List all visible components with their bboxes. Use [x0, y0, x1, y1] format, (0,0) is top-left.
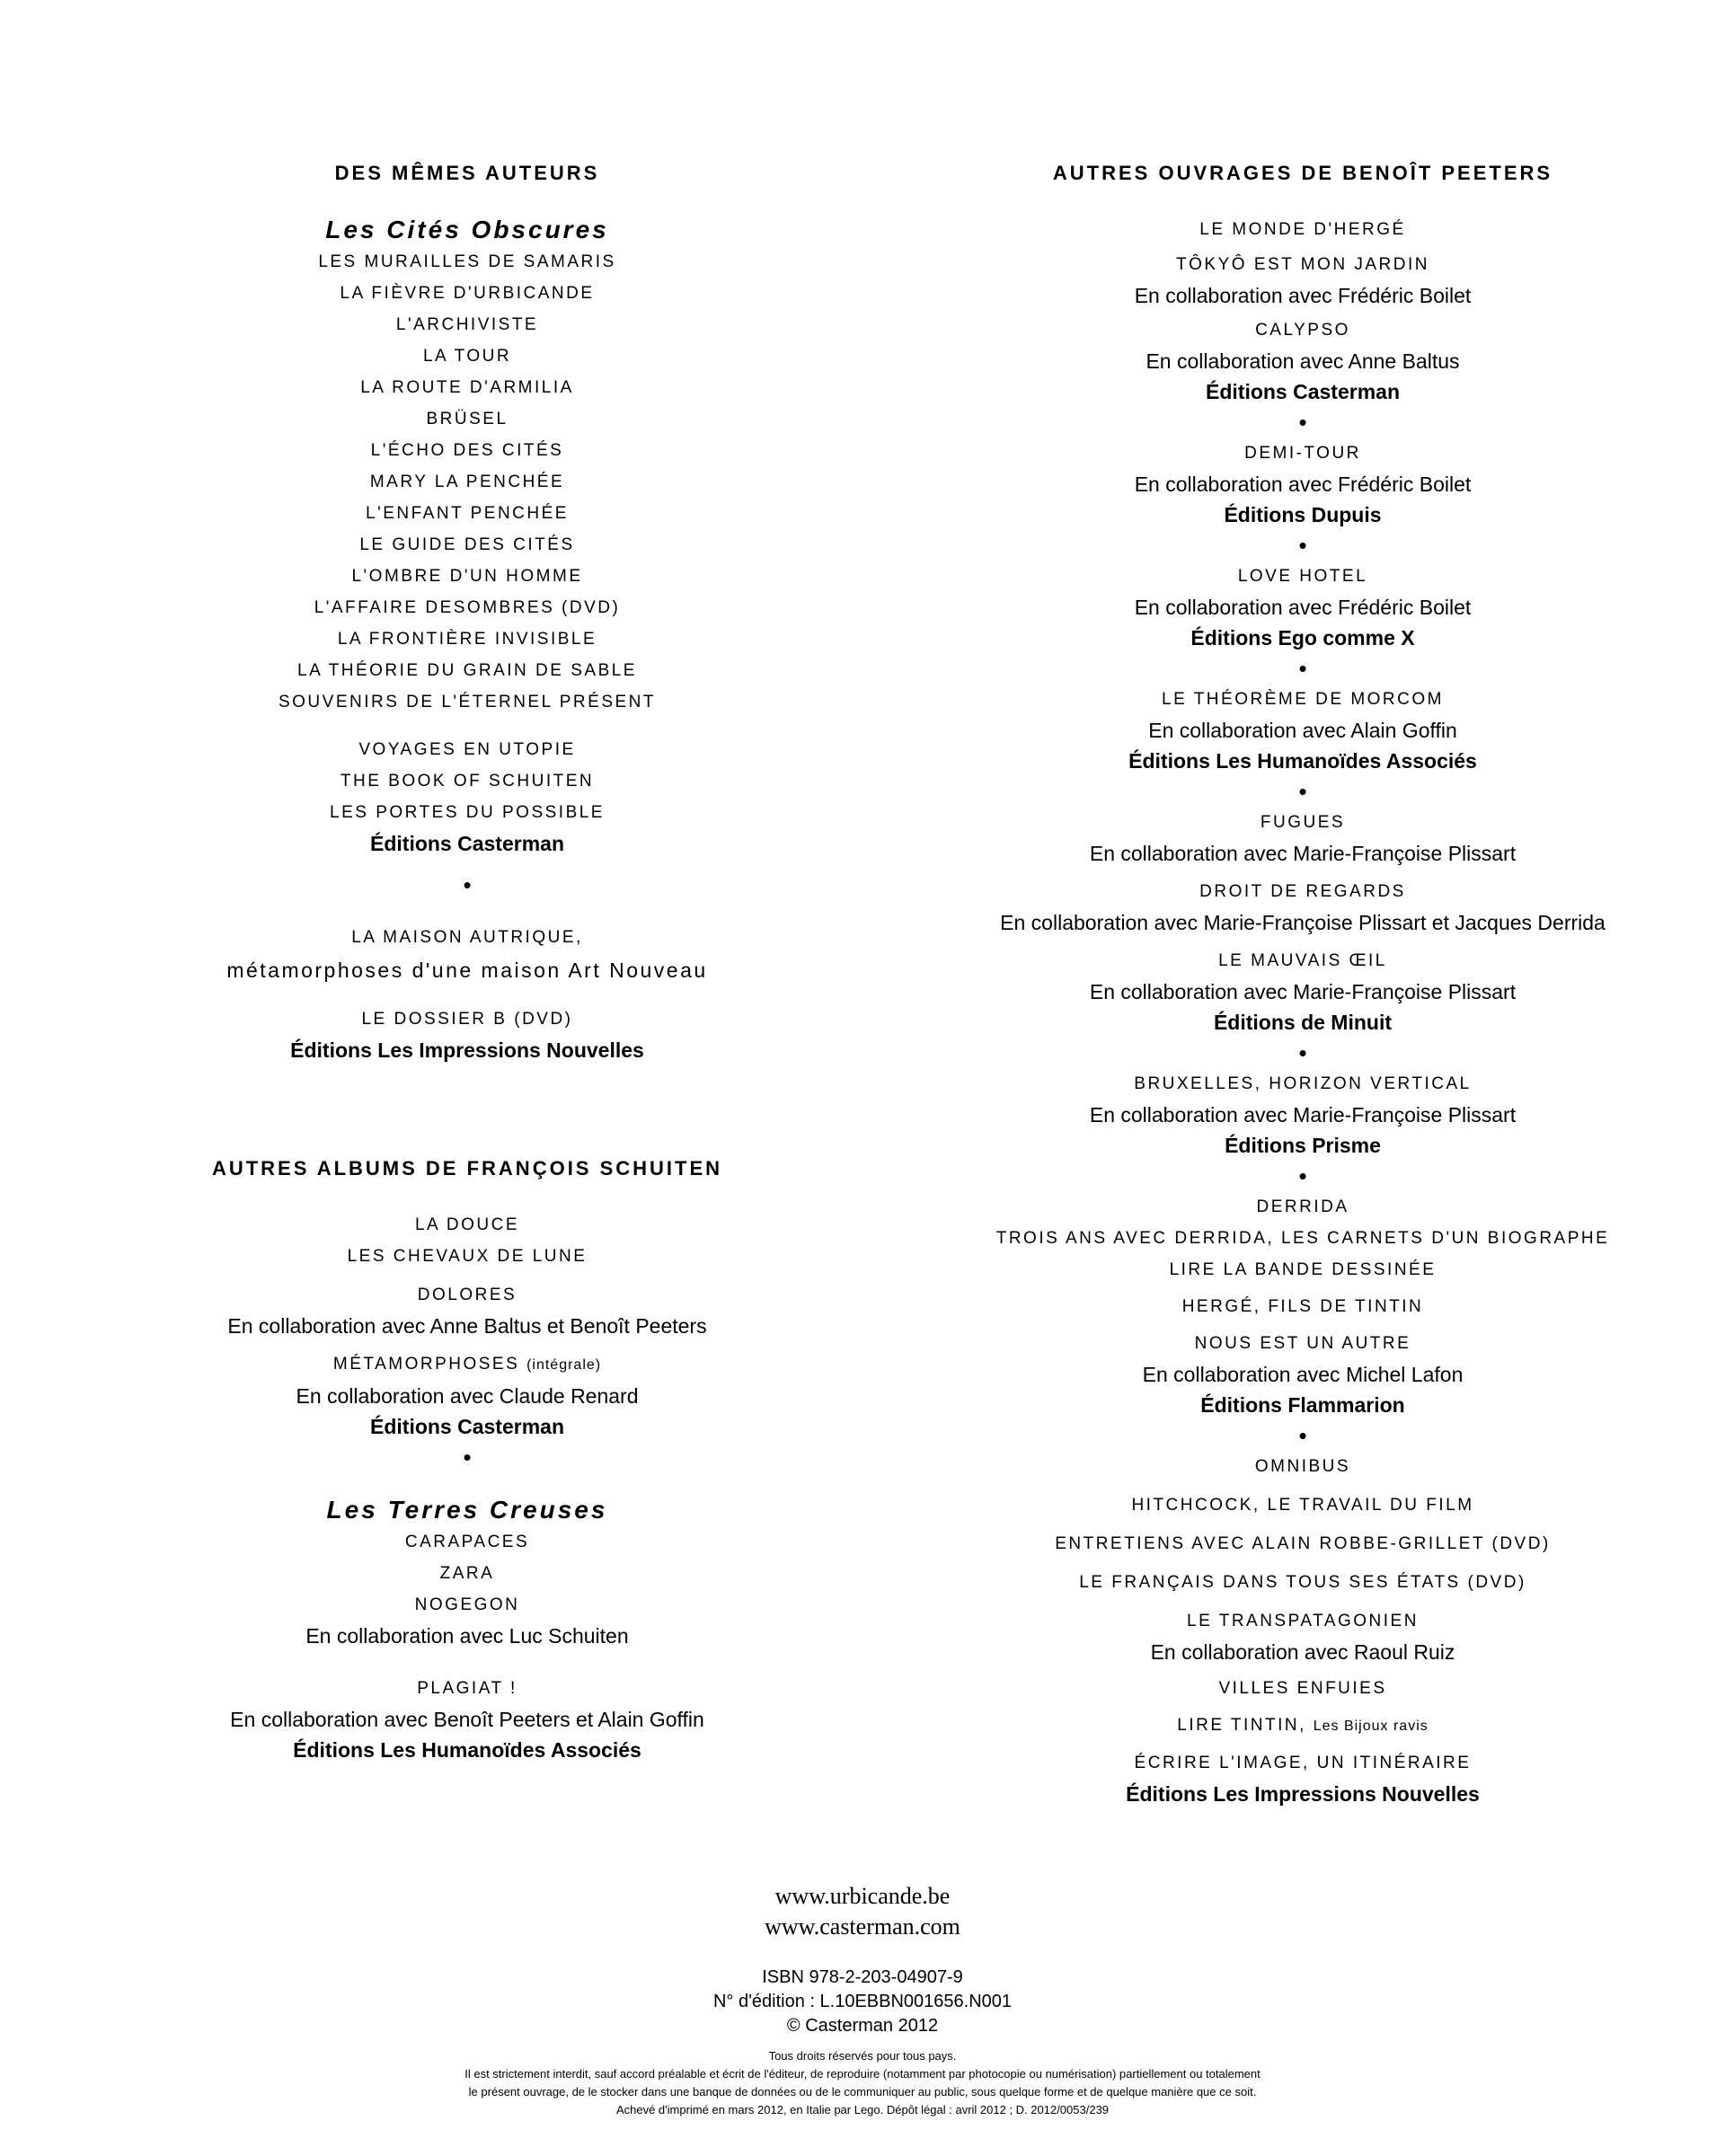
list-item: LES MURAILLES DE SAMARIS	[318, 252, 616, 271]
url-urbicande: www.urbicande.be	[774, 1883, 951, 1909]
cites-list-2	[180, 734, 755, 828]
list-item: VOYAGES EN UTOPIE	[358, 740, 576, 759]
list-item: LES PORTES DU POSSIBLE	[330, 803, 605, 822]
list-item: LE GUIDE DES CITÉS	[359, 535, 575, 554]
title-derrida: DERRIDA	[1256, 1197, 1349, 1216]
list-item: L'OMBRE D'UN HOMME	[351, 567, 583, 586]
collab-boilet-2: En collaboration avec Frédéric Boilet	[1134, 473, 1472, 496]
list-item: THE BOOK OF SCHUITEN	[340, 772, 595, 791]
series-title-terres-creuses: Les Terres Creuses	[326, 1496, 608, 1524]
title-dossier-b: LE DOSSIER B (DVD)	[361, 1010, 573, 1029]
collab-plissart-derrida: En collaboration avec Marie-Françoise Plissart et Jacques Derrida	[1000, 911, 1606, 934]
separator-dot: •	[1298, 1162, 1307, 1189]
legal-line: Il est strictement interdit, sauf accord préalable et écrit de l'éditeur, de reproduire (notamment par photocopie ou numérisation) partiellement ou totalement	[464, 2067, 1261, 2081]
collab-plissart: En collaboration avec Marie-Françoise Plissart	[1089, 842, 1517, 865]
colophon	[0, 1881, 1725, 2119]
list-item: LA ROUTE D'ARMILIA	[360, 378, 574, 397]
publisher-casterman-2: Éditions Casterman	[370, 1415, 564, 1438]
cites-list	[180, 246, 755, 718]
list-item: SOUVENIRS DE L'ÉTERNEL PRÉSENT	[278, 693, 656, 711]
separator-dot: •	[1298, 532, 1307, 559]
separator-dot: •	[1298, 409, 1307, 436]
subtitle-maison: métamorphoses d'une maison Art Nouveau	[226, 959, 708, 982]
title-omnibus: OMNIBUS	[1254, 1457, 1351, 1476]
left-column	[180, 160, 755, 1765]
right-column	[952, 160, 1653, 1809]
integrale-note: (intégrale)	[526, 1357, 602, 1373]
collab-baltus: En collaboration avec Anne Baltus	[1146, 349, 1460, 373]
title-lire-tintin: LIRE TINTIN, Les Bijoux ravis	[1177, 1716, 1429, 1735]
title-herge-fils: HERGÉ, FILS DE TINTIN	[1181, 1297, 1424, 1316]
publisher-humanoides: Éditions Les Humanoïdes Associés	[1128, 749, 1477, 773]
list-item: NOGEGON	[414, 1595, 520, 1614]
separator-dot: •	[1298, 655, 1307, 682]
legal-line: Achevé d'imprimé en mars 2012, en Italie par Lego. Dépôt légal : avril 2012 ; D. 2012/0053/239	[615, 2103, 1110, 2116]
section-heading-schuiten: AUTRES ALBUMS DE FRANÇOIS SCHUITEN	[211, 1157, 723, 1180]
publisher-impressions: Éditions Les Impressions Nouvelles	[290, 1038, 644, 1062]
separator-dot: •	[1298, 1039, 1307, 1066]
publisher-minuit: Éditions de Minuit	[1213, 1011, 1393, 1034]
title-villes-enfuies: VILLES ENFUIES	[1218, 1679, 1387, 1698]
title-hitchcock: HITCHCOCK, LE TRAVAIL DU FILM	[1131, 1496, 1474, 1515]
edition-number: N° d'édition : L.10EBBN001656.N001	[712, 1992, 1013, 2011]
publisher-ego: Éditions Ego comme X	[1190, 626, 1415, 649]
list-item: L'AFFAIRE DESOMBRES (DVD)	[314, 598, 621, 617]
list-item: BRÜSEL	[426, 410, 509, 429]
url-casterman: www.casterman.com	[765, 1913, 960, 1940]
collab-boilet-3: En collaboration avec Frédéric Boilet	[1134, 596, 1472, 619]
title-bruxelles: BRUXELLES, HORIZON VERTICAL	[1134, 1074, 1472, 1093]
collab-peeters-goffin: En collaboration avec Benoît Peeters et Alain Goffin	[230, 1708, 704, 1731]
collab-ruiz: En collaboration avec Raoul Ruiz	[1150, 1640, 1455, 1664]
collab-luc: En collaboration avec Luc Schuiten	[305, 1624, 629, 1648]
collab-goffin: En collaboration avec Alain Goffin	[1148, 719, 1457, 742]
bijoux-subtitle: Les Bijoux ravis	[1313, 1719, 1429, 1734]
section-heading-same-authors: DES MÊMES AUTEURS	[334, 162, 600, 184]
publisher-casterman: Éditions Casterman	[370, 832, 564, 855]
separator-dot: •	[1298, 778, 1307, 805]
list-item: LA FIÈVRE D'URBICANDE	[340, 284, 595, 303]
section-heading-peeters: AUTRES OUVRAGES DE BENOÎT PEETERS	[1052, 162, 1553, 184]
title-transpatagonien: LE TRANSPATAGONIEN	[1187, 1612, 1419, 1630]
title-mauvais-oeil: LE MAUVAIS ŒIL	[1218, 951, 1387, 970]
publisher-dupuis: Éditions Dupuis	[1224, 503, 1382, 526]
title-dolores: DOLORES	[417, 1286, 518, 1304]
series-title-cites-obscures: Les Cités Obscures	[325, 216, 609, 243]
list-item: L'ARCHIVISTE	[395, 315, 539, 334]
publisher-casterman: Éditions Casterman	[1206, 380, 1400, 403]
title-love-hotel: LOVE HOTEL	[1237, 567, 1368, 586]
publisher-flammarion: Éditions Flammarion	[1200, 1393, 1405, 1417]
legal-line: le présent ouvrage, de le stocker dans une banque de données ou de le communiquer au public, sous quelque forme et de quelque manière que ce soit.	[468, 2085, 1257, 2099]
collab-boilet: En collaboration avec Frédéric Boilet	[1134, 284, 1472, 307]
title-chevaux: LES CHEVAUX DE LUNE	[347, 1247, 588, 1266]
title-calypso: CALYPSO	[1255, 321, 1350, 340]
list-item: L'ÉCHO DES CITÉS	[370, 441, 564, 460]
list-item: L'ENFANT PENCHÉE	[366, 504, 569, 523]
title-maison-autrique: LA MAISON AUTRIQUE,	[351, 928, 583, 947]
list-item: LA TOUR	[422, 347, 512, 366]
title-demi-tour: DEMI-TOUR	[1244, 444, 1361, 463]
publisher-prisme: Éditions Prisme	[1225, 1134, 1381, 1157]
list-item: LA THÉORIE DU GRAIN DE SABLE	[297, 661, 637, 680]
title-trois-ans: TROIS ANS AVEC DERRIDA, LES CARNETS D'UN BIOGRAPHE	[995, 1229, 1610, 1248]
isbn: ISBN 978-2-203-04907-9	[762, 1967, 963, 1987]
collab-plissart-2: En collaboration avec Marie-Françoise Plissart	[1089, 980, 1517, 1003]
title-francais: LE FRANÇAIS DANS TOUS SES ÉTATS (DVD)	[1079, 1573, 1526, 1592]
collab-renard: En collaboration avec Claude Renard	[296, 1384, 639, 1408]
title-nous-est-un-autre: NOUS EST UN AUTRE	[1194, 1334, 1411, 1353]
separator-dot: •	[1298, 1422, 1307, 1449]
title-theoreme: LE THÉORÈME DE MORCOM	[1162, 690, 1444, 709]
collab-lafon: En collaboration avec Michel Lafon	[1142, 1363, 1464, 1386]
list-item: CARAPACES	[404, 1533, 530, 1551]
title-droit-de-regards: DROIT DE REGARDS	[1199, 882, 1406, 901]
title-fugues: FUGUES	[1260, 813, 1346, 832]
title-monde-herge: LE MONDE D'HERGÉ	[1199, 220, 1406, 239]
title-entretiens: ENTRETIENS AVEC ALAIN ROBBE-GRILLET (DVD)	[1055, 1534, 1551, 1553]
collab-plissart-3: En collaboration avec Marie-Françoise Plissart	[1089, 1103, 1517, 1127]
legal-line: Tous droits réservés pour tous pays.	[768, 2049, 957, 2063]
collab-baltus-peeters: En collaboration avec Anne Baltus et Benoît Peeters	[227, 1314, 707, 1338]
list-item: MARY LA PENCHÉE	[369, 473, 565, 491]
copyright: © Casterman 2012	[786, 2016, 939, 2036]
title-ecrire-image: ÉCRIRE L'IMAGE, UN ITINÉRAIRE	[1134, 1754, 1472, 1772]
list-item: LA FRONTIÈRE INVISIBLE	[337, 630, 597, 649]
title-tokyo: TÔKYÔ EST MON JARDIN	[1176, 255, 1429, 274]
title-plagiat: PLAGIAT !	[417, 1679, 518, 1698]
title-lire-bd: LIRE LA BANDE DESSINÉE	[1169, 1260, 1437, 1279]
publisher-impressions: Éditions Les Impressions Nouvelles	[1126, 1782, 1480, 1806]
title-metamorphoses: MÉTAMORPHOSES (intégrale)	[332, 1355, 602, 1374]
publisher-humanoides: Éditions Les Humanoïdes Associés	[293, 1738, 641, 1762]
separator-dot: •	[463, 871, 472, 898]
list-item: ZARA	[439, 1564, 495, 1583]
title-la-douce: LA DOUCE	[414, 1215, 520, 1234]
separator-dot: •	[463, 1444, 472, 1471]
